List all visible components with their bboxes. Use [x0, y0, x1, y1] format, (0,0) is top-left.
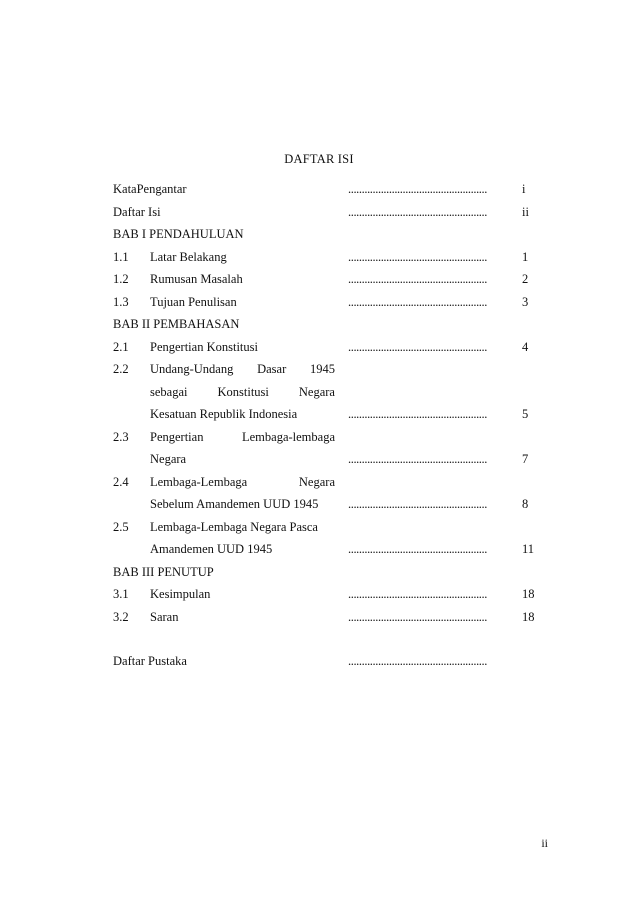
page-number: 3 — [522, 294, 529, 309]
page-number: 11 — [522, 542, 535, 556]
section-number: 3.2 — [113, 609, 129, 624]
toc-entry-2-5-line-1: 2.5 Lembaga-Lembaga Negara Pasca — [113, 516, 553, 539]
toc-entry-2-5-line-2: Amandemen UUD 1945 ................................................... 11 — [113, 538, 553, 561]
section-number: 1.2 — [113, 272, 129, 286]
section-number: 2.1 — [113, 339, 129, 354]
toc-chapter-bab-2: BAB II PEMBAHASAN — [113, 317, 240, 331]
page-number: 8 — [522, 497, 529, 511]
dot-leader: ................................................... — [348, 452, 487, 466]
toc-entry-2-3-line-2: Negara ................................................... 7 — [113, 448, 553, 471]
dot-leader: ................................................... — [348, 204, 487, 219]
toc-entry-3-1: 3.1 Kesimpulan ................................................... 18 — [113, 583, 553, 606]
page-number: i — [522, 182, 526, 196]
toc-entry-daftar-isi: Daftar Isi ................................................... ii — [113, 201, 553, 224]
page-number: 18 — [522, 609, 535, 624]
toc-entry-3-2: 3.2 Saran ................................................... 18 — [113, 606, 553, 629]
toc-chapter-bab-3: BAB III PENUTUP — [113, 564, 214, 579]
toc-entry-kata-pengantar: KataPengantar ................................................... i — [113, 178, 553, 201]
toc-entry-2-2-line-3: Kesatuan Republik Indonesia ................................................... 5 — [113, 403, 553, 426]
section-number: 2.5 — [113, 519, 129, 534]
dot-leader: ................................................... — [348, 407, 487, 421]
page-number: 1 — [522, 249, 529, 264]
dot-leader: ................................................... — [348, 654, 487, 668]
section-number: 2.2 — [113, 362, 129, 376]
page-number: ii — [522, 204, 529, 219]
toc-entry-2-4-line-1: 2.4 Lembaga-Lembaga Negara — [113, 471, 553, 494]
dot-leader: ................................................... — [348, 249, 487, 264]
dot-leader: ................................................... — [348, 339, 487, 354]
page-number: 4 — [522, 339, 529, 354]
table-of-contents — [113, 178, 553, 673]
dot-leader: ................................................... — [348, 609, 487, 624]
toc-entry-1-1: 1.1 Latar Belakang ................................................... 1 — [113, 246, 553, 269]
dot-leader: ................................................... — [348, 497, 487, 511]
section-number: 1.3 — [113, 294, 129, 309]
page-number: 18 — [522, 587, 535, 601]
dot-leader: ................................................... — [348, 542, 487, 556]
dot-leader: ................................................... — [348, 294, 487, 309]
footer-page-number: ii — [541, 836, 548, 850]
dot-leader: ................................................... — [348, 272, 487, 286]
page-title: DAFTAR ISI — [284, 152, 354, 166]
section-number: 3.1 — [113, 587, 129, 601]
toc-entry-daftar-pustaka: Daftar Pustaka ................................................... — [113, 650, 553, 673]
dot-leader: ................................................... — [348, 182, 487, 196]
dot-leader: ................................................... — [348, 587, 487, 601]
toc-entry-2-4-line-2: Sebelum Amandemen UUD 1945 ................................................... 8 — [113, 493, 553, 516]
toc-entry-1-2: 1.2 Rumusan Masalah ................................................... 2 — [113, 268, 553, 291]
section-number: 2.3 — [113, 429, 129, 444]
section-number: 1.1 — [113, 249, 129, 264]
section-number: 2.4 — [113, 474, 129, 489]
toc-chapter-bab-1: BAB I PENDAHULUAN — [113, 227, 244, 241]
toc-entry-2-1: 2.1 Pengertian Konstitusi ................................................... 4 — [113, 336, 553, 359]
toc-entry-2-2-line-1: 2.2 Undang-Undang Dasar 1945 — [113, 358, 553, 381]
toc-entry-2-3-line-1: 2.3 Pengertian Lembaga-lembaga — [113, 426, 553, 449]
page-number: 5 — [522, 407, 529, 421]
page-number: 2 — [522, 272, 529, 286]
page-number: 7 — [522, 452, 529, 466]
toc-entry-1-3: 1.3 Tujuan Penulisan ................................................... 3 — [113, 291, 553, 314]
toc-entry-2-2-line-2: sebagai Konstitusi Negara — [150, 384, 335, 399]
